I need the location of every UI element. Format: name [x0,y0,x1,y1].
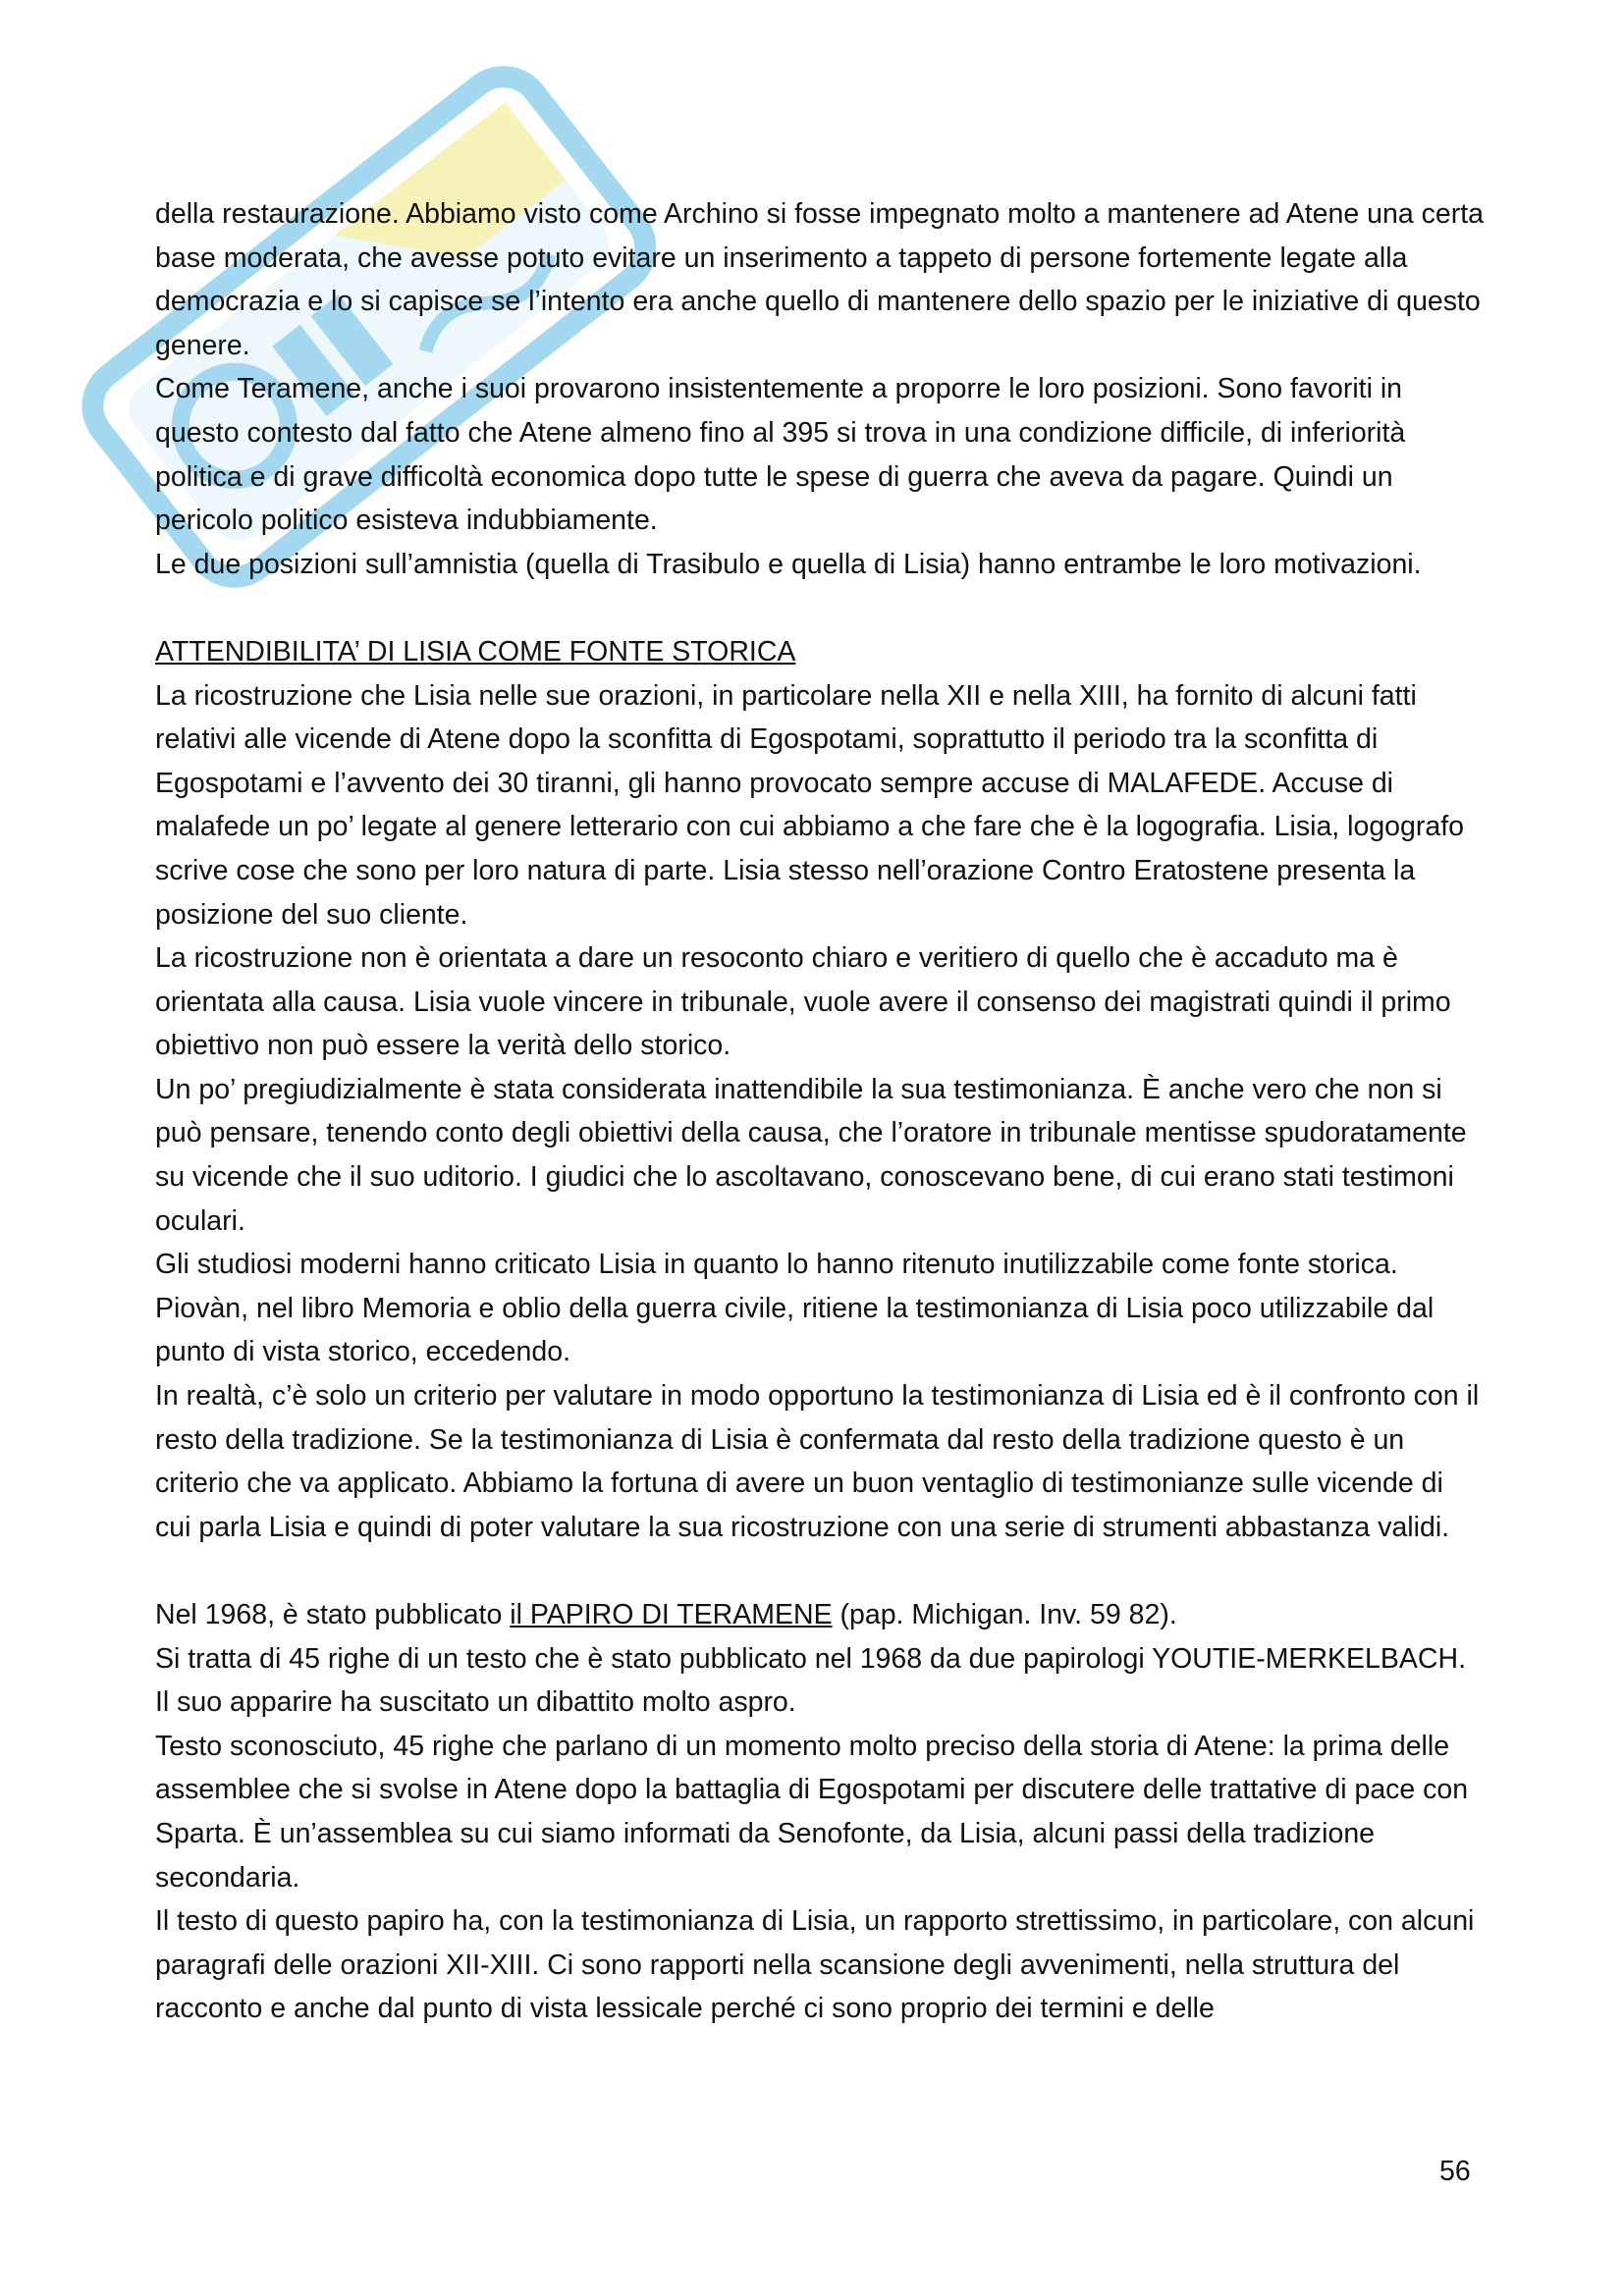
blank-line [155,586,1486,630]
document-body [155,192,1486,2031]
blank-line [155,1549,1486,1593]
papiro-paragraph [155,1593,1486,1637]
paragraph: Come Teramene, anche i suoi provarono insistentemente a proporre le loro posizioni. Sono favoriti in questo contesto dal fatto che Atene almeno fino al 395 si trova in una condizione difficile, di inferiorità politica e di grave difficoltà economica dopo tutte le spese di guerra che aveva da pagare. Quindi un pericolo politico esisteva indubbiamente. [155,373,1406,537]
papiro-text-before: Nel 1968, è stato pubblicato [155,1599,511,1630]
paragraph: Testo sconosciuto, 45 righe che parlano di un momento molto preciso della storia di Atene: la prima delle assemblee che si svolse in Atene dopo la battaglia di Egospotami per discutere delle trattative di pace con Sparta. È un’assemblea su cui siamo informati da Senofonte, da Lisia, alcuni passi della tradizione secondaria. [155,1730,1469,1894]
paragraph: In realtà, c’è solo un criterio per valutare in modo opportuno la testimonianza di Lisia ed è il confronto con il resto della tradizione. Se la testimonianza di Lisia è confermata dal resto della tradizione questo è un criterio che va applicato. Abbiamo la fortuna di avere un buon ventaglio di testimonianze sulle vicende di cui parla Lisia e quindi di poter valutare la sua ricostruzione con una serie di strumenti abbastanza validi. [155,1380,1480,1543]
papiro-title: il PAPIRO DI TERAMENE [510,1599,833,1630]
paragraph: della restaurazione. Abbiamo visto come Archino si fosse impegnato molto a mantenere ad Atene una certa base moderata, che avesse potuto evitare un inserimento a tappeto di persone fortemente legate alla democrazia e lo si capisce se l’intento era anche quello di mantenere dello spazio per le iniziative di questo genere. [155,198,1484,361]
paragraph: Gli studiosi moderni hanno criticato Lisia in quanto lo hanno ritenuto inutilizzabile come fonte storica. Piovàn, nel libro Memoria e oblio della guerra civile, ritiene la testimonianza di Lisia poco utilizzabile dal punto di vista storico, eccedendo. [155,1249,1435,1368]
paragraph: Il testo di questo papiro ha, con la testimonianza di Lisia, un rapporto strettissimo, in particolare, con alcuni paragrafi delle orazioni XII-XIII. Ci sono rapporti nella scansione degli avvenimenti, nella struttura del racconto e anche dal punto di vista lessicale perché ci sono proprio dei termini e delle [155,1905,1475,2025]
paragraph: Si tratta di 45 righe di un testo che è stato pubblicato nel 1968 da due papirologi YOUTIE-MERKELBACH. Il suo apparire ha suscitato un dibattito molto aspro. [155,1642,1466,1719]
section-heading: ATTENDIBILITA’ DI LISIA COME FONTE STORICA [155,635,796,667]
paragraph: Le due posizioni sull’amnistia (quella di Trasibulo e quella di Lisia) hanno entrambe le loro motivazioni. [155,548,1422,580]
paragraph: La ricostruzione che Lisia nelle sue orazioni, in particolare nella XII e nella XIII, ha fornito di alcuni fatti relativi alle vicende di Atene dopo la sconfitta di Egospotami, soprattutto il periodo tra la sconfitta di Egospotami e l’avvento dei 30 tiranni, gli hanno provocato sempre accuse di MALAFEDE. Accuse di malafede un po’ legate al genere letterario con cui abbiamo a che fare che è la logografia. Lisia, logografo scrive cose che sono per loro natura di parte. Lisia stesso nell’orazione Contro Eratostene presenta la posizione del suo cliente. [155,679,1464,931]
page-number: 56 [1439,2156,1471,2187]
papiro-text-after: (pap. Michigan. Inv. 59 82). [832,1599,1177,1630]
paragraph: La ricostruzione non è orientata a dare un resoconto chiaro e veritiero di quello che è accaduto ma è orientata alla causa. Lisia vuole vincere in tribunale, vuole avere il consenso dei magistrati quindi il primo obiettivo non può essere la verità dello storico. [155,942,1451,1062]
paragraph: Un po’ pregiudizialmente è stata considerata inattendibile la sua testimonianza. È anche vero che non si può pensare, tenendo conto degli obiettivi della causa, che l’oratore in tribunale mentisse spudoratamente su vicende che il suo uditorio. I giudici che lo ascoltavano, conoscevano bene, di cui erano stati testimoni oculari. [155,1073,1467,1237]
